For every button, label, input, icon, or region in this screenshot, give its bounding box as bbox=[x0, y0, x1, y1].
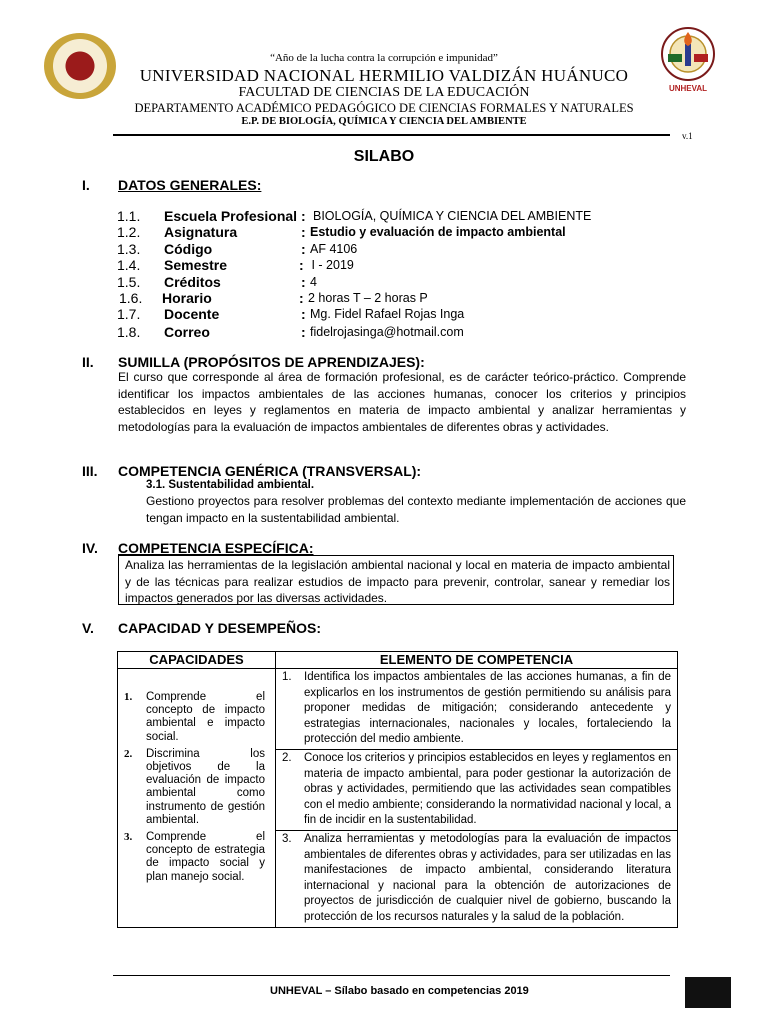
datos-colon: : bbox=[299, 257, 304, 273]
elemento-cell bbox=[276, 669, 678, 750]
datos-row-creditos bbox=[0, 274, 768, 291]
datos-num: 1.7. bbox=[117, 306, 141, 322]
capacidad-number: 1. bbox=[124, 691, 133, 703]
section-1-number: I. bbox=[82, 177, 90, 193]
datos-colon: : bbox=[301, 241, 306, 257]
competencia-generica-subtitle: 3.1. Sustentabilidad ambiental. bbox=[146, 479, 315, 491]
datos-label: Asignatura bbox=[164, 224, 238, 240]
datos-row-horario bbox=[0, 290, 768, 307]
elemento-cell bbox=[276, 749, 678, 830]
table-header-row bbox=[118, 652, 678, 669]
datos-label: Correo bbox=[164, 324, 210, 340]
elemento-item bbox=[276, 750, 677, 830]
datos-num: 1.5. bbox=[117, 274, 141, 290]
sumilla-text: El curso que corresponde al área de formación profesional, es de carácter teórico-práctico. Comprende identificar los impactos ambientales de las acciones humanas, conocer los criterios y principios establecidos en leyes y reglamentos en materia de impacto ambiental y analizar herramientas y metodologías para la evaluación de impactos ambientales de diferentes obras y actividades. bbox=[118, 370, 686, 434]
elemento-text: Analiza herramientas y metodologías para la evaluación de impactos ambientales de diferentes obras y actividades, para ser utilizadas en las manifestaciones de impacto ambiental, considerando literatura internacional y nacional para la obtención de autorizaciones de proyectos de jurisdicción de cualquier nivel de gobierno, buscando la protección de los recursos naturales y la salud de la población. bbox=[304, 832, 671, 923]
elemento-text: Conoce los criterios y principios establecidos en leyes y reglamentos en materia de impacto ambiental, para poder gestionar la autorización de obras y actividades, permitiendo que las actividades sean compatibles con el medio ambiente; considerando la normatividad nacional y local, a fin de incidir en la sustentabilidad. bbox=[304, 751, 671, 827]
section-2-title: SUMILLA (PROPÓSITOS DE APRENDIZAJES): bbox=[118, 354, 425, 370]
section-1-title: DATOS GENERALES: bbox=[118, 177, 262, 193]
datos-colon: : bbox=[301, 208, 306, 224]
elemento-text: Identifica los impactos ambientales de las acciones humanas, a fin de explicarlos en los instrumentos de gestión permitiendo su análisis para proponer medidas de mitigación; considerando antecedente y estrategias internacionales, nacionales y locales, fortaleciendo la protección del medio ambiente. bbox=[304, 671, 671, 746]
elemento-number: 3. bbox=[282, 832, 292, 845]
elemento-cell bbox=[276, 830, 678, 927]
institutional-motto: “Año de la lucha contra la corrupción e impunidad” bbox=[270, 52, 498, 64]
datos-colon: : bbox=[301, 224, 306, 240]
table-header-elemento: ELEMENTO DE COMPETENCIA bbox=[276, 652, 678, 669]
datos-colon: : bbox=[301, 306, 306, 322]
section-5-number: V. bbox=[82, 620, 94, 636]
capacidades-cell bbox=[118, 669, 276, 928]
datos-num: 1.8. bbox=[117, 324, 141, 340]
school-name: E.P. DE BIOLOGÍA, QUÍMICA Y CIENCIA DEL AMBIENTE bbox=[241, 116, 527, 127]
capacidad-item bbox=[118, 831, 275, 884]
capacidades-table bbox=[117, 651, 678, 928]
section-4-number: IV. bbox=[82, 540, 98, 556]
datos-value: BIOLOGÍA, QUÍMICA Y CIENCIA DEL AMBIENTE bbox=[313, 209, 592, 223]
elemento-number: 1. bbox=[282, 671, 292, 683]
datos-num: 1.6. bbox=[119, 290, 143, 306]
datos-label: Escuela Profesional bbox=[164, 208, 298, 224]
section-5-title: CAPACIDAD Y DESEMPEÑOS: bbox=[118, 620, 322, 636]
datos-colon: : bbox=[301, 324, 306, 340]
datos-label: Horario bbox=[162, 290, 212, 306]
datos-num: 1.4. bbox=[117, 257, 141, 273]
capacidad-item bbox=[118, 748, 275, 827]
datos-colon: : bbox=[301, 274, 306, 290]
footer-divider bbox=[113, 975, 670, 976]
version-label: v.1 bbox=[682, 131, 693, 141]
section-3-title: COMPETENCIA GENÉRICA (TRANSVERSAL): bbox=[118, 463, 422, 479]
footer-text: UNHEVAL – Sílabo basado en competencias 2019 bbox=[270, 985, 529, 997]
datos-row-escuela bbox=[0, 208, 768, 225]
section-2-number: II. bbox=[82, 354, 94, 370]
page-title: SILABO bbox=[353, 148, 415, 165]
datos-value: 2 horas T – 2 horas P bbox=[308, 291, 428, 305]
datos-label: Créditos bbox=[164, 274, 221, 290]
datos-row-correo bbox=[0, 324, 768, 341]
capacidad-text: Comprende el concepto de impacto ambiental e impacto social. bbox=[146, 691, 265, 743]
datos-colon: : bbox=[299, 290, 304, 306]
datos-num: 1.1. bbox=[117, 208, 141, 224]
competencia-generica-text: Gestiono proyectos para resolver problemas del contexto mediante implementación de acciones que tengan impacto en la sustentabilidad ambiental. bbox=[146, 494, 686, 525]
header-divider bbox=[113, 134, 670, 136]
table-row bbox=[118, 669, 678, 750]
datos-row-codigo bbox=[0, 241, 768, 258]
datos-value: fidelrojasinga@hotmail.com bbox=[310, 325, 464, 339]
datos-row-semestre bbox=[0, 257, 768, 274]
datos-label: Docente bbox=[164, 306, 220, 322]
section-4-title: COMPETENCIA ESPECÍFICA: bbox=[118, 540, 314, 556]
datos-label: Semestre bbox=[164, 257, 228, 273]
department-name: DEPARTAMENTO ACADÉMICO PEDAGÓGICO DE CIENCIAS FORMALES Y NATURALES bbox=[134, 101, 634, 115]
capacidad-number: 3. bbox=[124, 831, 133, 844]
elemento-number: 2. bbox=[282, 751, 292, 764]
capacidad-number: 2. bbox=[124, 747, 133, 760]
capacidad-text: Discrimina los objetivos de la evaluación de impacto ambiental como instrumento de gestión ambiental. bbox=[146, 747, 265, 826]
university-name: UNIVERSIDAD NACIONAL HERMILIO VALDIZÁN HUÁNUCO bbox=[139, 66, 629, 85]
section-3-number: III. bbox=[82, 463, 98, 479]
datos-row-asignatura bbox=[0, 224, 768, 241]
datos-value: AF 4106 bbox=[310, 242, 358, 256]
datos-row-docente bbox=[0, 306, 768, 323]
datos-label: Código bbox=[164, 241, 213, 257]
datos-value: 4 bbox=[310, 275, 317, 289]
page-corner-block bbox=[685, 977, 731, 1008]
datos-value: Estudio y evaluación de impacto ambiental bbox=[310, 225, 566, 239]
logo-label: UNHEVAL bbox=[668, 84, 708, 93]
elemento-item bbox=[276, 669, 677, 749]
capacidad-item bbox=[118, 691, 275, 744]
datos-num: 1.2. bbox=[117, 224, 141, 240]
datos-value: Mg. Fidel Rafael Rojas Inga bbox=[310, 307, 465, 321]
datos-num: 1.3. bbox=[117, 241, 141, 257]
datos-value: I - 2019 bbox=[308, 258, 354, 272]
elemento-item bbox=[276, 831, 677, 927]
table-header-capacidades: CAPACIDADES bbox=[118, 652, 276, 669]
capacidad-text: Comprende el concepto de estrategia de impacto social y plan manejo social. bbox=[146, 831, 265, 883]
faculty-name: FACULTAD DE CIENCIAS DE LA EDUCACIÓN bbox=[238, 85, 530, 100]
competencia-especifica-box: Analiza las herramientas de la legislación ambiental nacional y local en materia de impacto ambiental y de las técnicas para realizar estudios de impacto para prevenir, controlar, sanear y remediar los impactos generados por las diversas actividades. bbox=[118, 555, 674, 605]
